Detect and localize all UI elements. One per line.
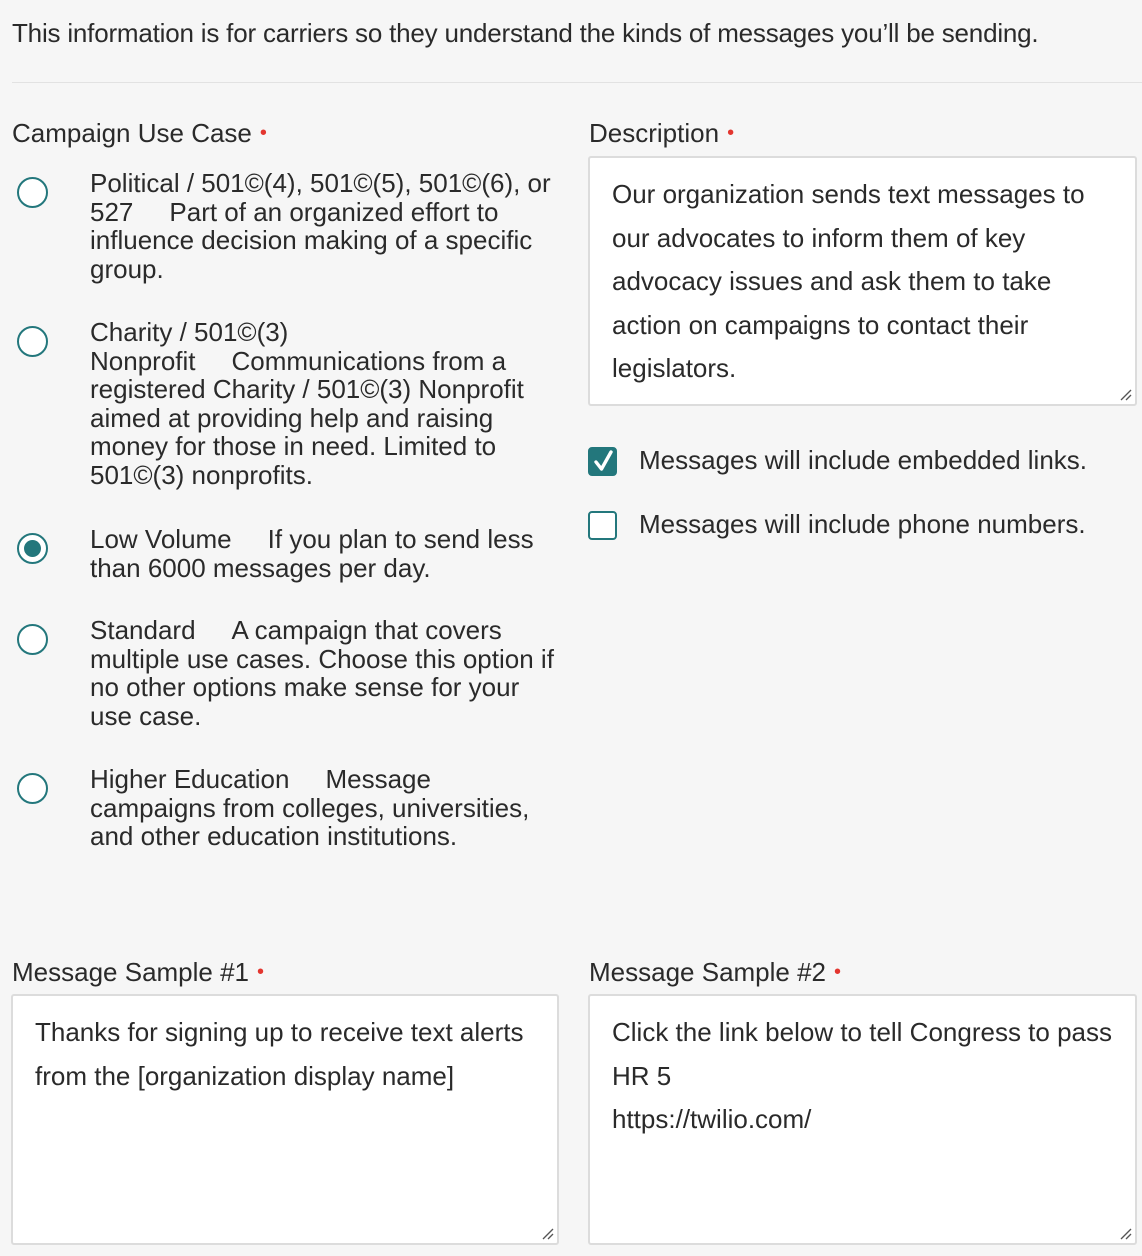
description-textarea[interactable] [588,156,1137,406]
phone-numbers-label: Messages will include phone numbers. [639,509,1086,539]
embedded-links-label: Messages will include embedded links. [639,445,1088,475]
option-description: Part of an organized effort to influence decision making of a specific group. [90,196,533,284]
option-title: Standard [90,615,196,645]
option-title: Low Volume [90,524,232,554]
sample2-value: Click the link below to tell Congress to pass HR 5 https://twilio.com/ [612,1017,1113,1134]
option-description: If you plan to send less than 6000 messages per day. [90,524,534,583]
sample1-label-text: Message Sample #1 [12,957,250,987]
radio-standard[interactable] [17,624,48,655]
sample2-label [589,955,841,989]
embedded-links-checkbox[interactable] [588,447,617,476]
description-label-text: Description [589,118,720,148]
resize-grip-icon[interactable] [541,1227,554,1240]
check-icon [593,450,614,473]
divider [12,82,1142,83]
phone-numbers-checkbox[interactable] [588,511,617,540]
intro-text: This information is for carriers so they understand the kinds of messages you’ll be sending. [12,18,1039,48]
option-title: Political / 501©(4), 501©(5), 501©(6), or 527 [90,168,551,227]
description-label [589,116,734,150]
sample1-value: Thanks for signing up to receive text alerts from the [organization display name] [35,1017,531,1091]
option-title: Higher Education [90,764,290,794]
resize-grip-icon[interactable] [1119,1227,1132,1240]
sample1-label [12,955,264,989]
use-case-label [12,116,267,150]
required-indicator: • [257,961,265,983]
option-description: Message campaigns from colleges, universities, and other education institutions. [90,764,530,852]
required-indicator: • [259,122,267,144]
radio-charity[interactable] [17,326,48,357]
radio-low-volume[interactable] [17,533,48,564]
option-title: Charity / 501©(3) Nonprofit [90,317,289,376]
sample2-label-text: Message Sample #2 [589,957,827,987]
option-description: A campaign that covers multiple use cases. Choose this option if no other options make sense for your use case. [90,615,554,731]
sample1-textarea[interactable] [11,994,559,1245]
required-indicator: • [727,122,735,144]
radio-higher-education[interactable] [17,773,48,804]
sample2-textarea[interactable] [588,994,1137,1245]
required-indicator: • [834,961,842,983]
use-case-label-text: Campaign Use Case [12,118,252,148]
description-value: Our organization sends text messages to our advocates to inform them of key advocacy issues and ask them to take action on campaigns to contact their legislators. [612,179,1092,383]
option-description: Communications from a registered Charity / 501©(3) Nonprofit aimed at providing help and raising money for those in need. Limited to 501©(3) nonprofits. [90,345,524,490]
radio-political[interactable] [17,177,48,208]
resize-grip-icon[interactable] [1119,388,1132,401]
